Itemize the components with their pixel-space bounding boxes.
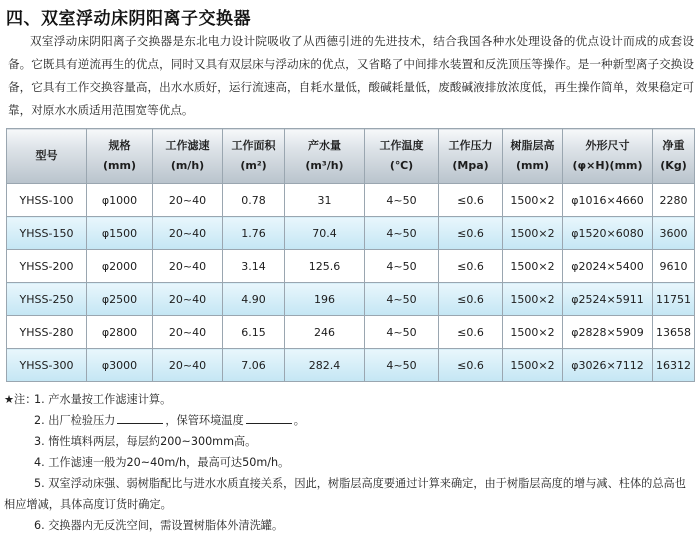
column-header-label: 规格 [108, 139, 131, 152]
table-cell: φ1520×6080 [563, 217, 653, 250]
table-cell: 20~40 [153, 184, 223, 217]
page-title: 四、双室浮动床阴阳离子交换器 [6, 9, 251, 29]
table-cell: YHSS-300 [7, 349, 87, 382]
table-cell: 4.90 [223, 283, 285, 316]
column-header [365, 129, 439, 184]
table-cell: ≤0.6 [439, 217, 503, 250]
table-cell: 3.14 [223, 250, 285, 283]
note-marker: ★注： [4, 393, 37, 406]
column-header-label: 外形尺寸 [585, 139, 630, 152]
table-cell: 4~50 [365, 283, 439, 316]
column-header [153, 129, 223, 184]
table-cell: ≤0.6 [439, 283, 503, 316]
table-cell: φ2800 [87, 316, 153, 349]
column-header-label: 型号 [35, 149, 58, 162]
column-header [223, 129, 285, 184]
column-header-label: 工作滤速 [165, 139, 210, 152]
notes-section [4, 389, 694, 536]
note-5 [4, 473, 694, 515]
table-cell: 20~40 [153, 349, 223, 382]
table-cell: 20~40 [153, 316, 223, 349]
blank-line [246, 412, 292, 424]
column-header [439, 129, 503, 184]
note-2 [4, 410, 694, 431]
column-header-unit: (φ×H)(mm) [572, 159, 643, 172]
table-cell: YHSS-100 [7, 184, 87, 217]
table-cell: φ3026×7112 [563, 349, 653, 382]
table-cell: ≤0.6 [439, 316, 503, 349]
table-row [7, 316, 695, 349]
column-header-unit: (Kg) [660, 159, 687, 172]
table-cell: 6.15 [223, 316, 285, 349]
table-cell: 4~50 [365, 250, 439, 283]
table-cell: 0.78 [223, 184, 285, 217]
table-cell: 2280 [653, 184, 695, 217]
note-text: 。 [293, 414, 305, 427]
table-row [7, 217, 695, 250]
column-header-label: 工作面积 [231, 139, 276, 152]
table-cell: 1500×2 [503, 184, 563, 217]
note-3 [4, 431, 694, 452]
note-text: 5. 双室浮动床强、弱树脂配比与进水水质直接关系，因此，树脂层高度要通过计算来确定，由于树脂层高度的增与减、柱体的总高也相应增减，具体高度订货时确定。 [4, 477, 686, 511]
column-header-unit: (m³/h) [305, 159, 344, 172]
note-text: 3. 惰性填料两层，每层約200~300mm高。 [34, 435, 257, 448]
table-cell: 16312 [653, 349, 695, 382]
column-header-label: 产水量 [308, 139, 341, 152]
table-cell: φ2024×5400 [563, 250, 653, 283]
table-cell: φ2828×5909 [563, 316, 653, 349]
table-row [7, 349, 695, 382]
table-cell: 31 [285, 184, 365, 217]
note-4 [4, 452, 694, 473]
table-cell: φ3000 [87, 349, 153, 382]
column-header-label: 净重 [662, 139, 685, 152]
table-cell: 20~40 [153, 250, 223, 283]
note-text: 4. 工作滤速一般为20~40m/h，最高可达50m/h。 [34, 456, 290, 469]
column-header [87, 129, 153, 184]
column-header [285, 129, 365, 184]
table-cell: 1500×2 [503, 217, 563, 250]
table-cell: 4~50 [365, 349, 439, 382]
spec-table [6, 128, 695, 382]
column-header-unit: (m²) [240, 159, 267, 172]
column-header-label: 工作压力 [448, 139, 493, 152]
table-cell: φ1000 [87, 184, 153, 217]
column-header-unit: (mm) [103, 159, 136, 172]
table-cell: YHSS-150 [7, 217, 87, 250]
note-1 [4, 389, 694, 410]
table-cell: 7.06 [223, 349, 285, 382]
table-cell: 70.4 [285, 217, 365, 250]
column-header [503, 129, 563, 184]
table-cell: 13658 [653, 316, 695, 349]
table-cell: ≤0.6 [439, 349, 503, 382]
table-cell: 1500×2 [503, 250, 563, 283]
table-cell: 4~50 [365, 316, 439, 349]
note-text: 2. 出厂检验压力 [34, 414, 116, 427]
table-cell: 4~50 [365, 184, 439, 217]
table-cell: φ1016×4660 [563, 184, 653, 217]
column-header-label: 树脂层高 [510, 139, 555, 152]
column-header-label: 工作温度 [379, 139, 424, 152]
note-text: 1. 产水量按工作滤速计算。 [34, 393, 172, 406]
table-cell: 20~40 [153, 217, 223, 250]
table-cell: 1500×2 [503, 283, 563, 316]
note-6 [4, 515, 694, 536]
table-cell: φ2524×5911 [563, 283, 653, 316]
table-cell: 4~50 [365, 217, 439, 250]
table-cell: ≤0.6 [439, 184, 503, 217]
table-cell: 125.6 [285, 250, 365, 283]
note-text: 6. 交换器内无反洗空间，需设置树脂体外清洗罐。 [34, 519, 284, 532]
table-cell: 282.4 [285, 349, 365, 382]
table-cell: 9610 [653, 250, 695, 283]
table-cell: φ2000 [87, 250, 153, 283]
table-cell: 1500×2 [503, 316, 563, 349]
table-cell: 1500×2 [503, 349, 563, 382]
table-cell: YHSS-250 [7, 283, 87, 316]
column-header-unit: (mm) [516, 159, 549, 172]
table-cell: 3600 [653, 217, 695, 250]
table-row [7, 283, 695, 316]
table-cell: 196 [285, 283, 365, 316]
note-text: ，保管环境温度 [165, 414, 244, 427]
blank-line [117, 412, 163, 424]
table-cell: 20~40 [153, 283, 223, 316]
table-row [7, 184, 695, 217]
column-header-unit: (℃) [389, 159, 414, 172]
table-cell: YHSS-200 [7, 250, 87, 283]
column-header-unit: (Mpa) [452, 159, 489, 172]
table-cell: 1.76 [223, 217, 285, 250]
column-header [563, 129, 653, 184]
table-cell: 11751 [653, 283, 695, 316]
table-cell: φ2500 [87, 283, 153, 316]
column-header-unit: (m/h) [170, 159, 205, 172]
intro-paragraph: 双室浮动床阴阳离子交换器是东北电力设计院吸收了从西德引进的先进技术，结合我国各种水处理设备的优点设计而成的成套设备。它既具有逆流再生的优点，同时又具有双层床与浮动床的优点，又省略了中间排水装置和反洗顶压等操作。是一种新型离子交换设备，它具有工作交换容量高，出水水质好，运行流速高，自耗水量低，酸碱耗量低，废酸碱液排放浓度低，再生操作简单，效果稳定可靠，对原水水质适用范围宽等优点。 [8, 34, 694, 117]
column-header [7, 129, 87, 184]
table-cell: YHSS-280 [7, 316, 87, 349]
table-body [7, 184, 695, 382]
column-header [653, 129, 695, 184]
table-cell: φ1500 [87, 217, 153, 250]
table-header [7, 129, 695, 184]
table-cell: ≤0.6 [439, 250, 503, 283]
header-row [7, 129, 695, 184]
table-row [7, 250, 695, 283]
table-cell: 246 [285, 316, 365, 349]
